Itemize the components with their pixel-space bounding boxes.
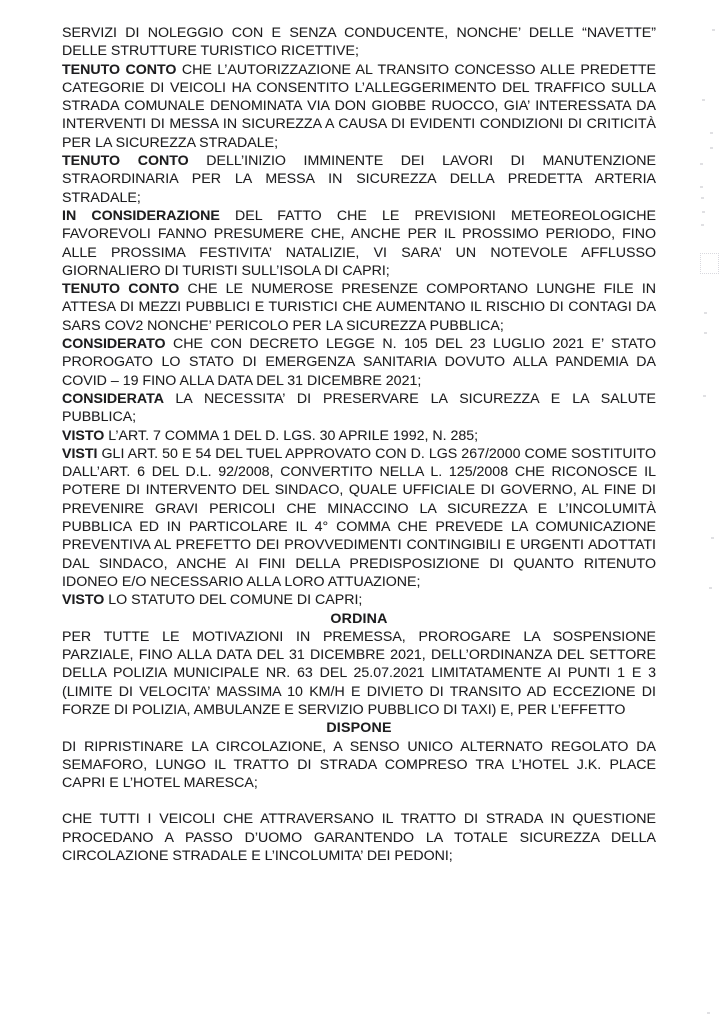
recital-text: CHE L’AUTORIZZAZIONE AL TRANSITO CONCESSO ALLE PREDETTE CATEGORIE DI VEICOLI HA CONSENTITO L’ALLEGGERIMENTO DEL TRAFFICO SULLA STRADA COMUNALE DENOMINATA VIA DON GIOBBE RUOCCO, GIA’ INTERESSATA DA INTERVENTI DI MESSA IN SICUREZZA A CAUSA DI EVIDENTI CONDIZIONI DI CRITICITÀ PER LA SICUREZZA STRADALE;	[62, 61, 656, 151]
recital-text: LA NECESSITA’ DI PRESERVARE LA SICUREZZA E LA SALUTE PUBBLICA;	[62, 390, 656, 426]
recital-paragraph	[62, 335, 656, 390]
scan-artifact	[704, 312, 707, 314]
recital-paragraph	[62, 24, 656, 61]
scan-artifact	[703, 395, 706, 397]
scan-artifact	[701, 197, 704, 199]
recital-paragraph	[62, 207, 656, 280]
operative-paragraph	[62, 628, 656, 719]
recital-lead: TENUTO CONTO	[62, 61, 182, 78]
scan-artifact	[710, 147, 713, 149]
recital-paragraph	[62, 427, 656, 445]
operative-paragraph	[62, 810, 656, 865]
scan-artifact	[709, 587, 712, 589]
scan-artifact	[700, 186, 703, 188]
recital-lead: IN CONSIDERAZIONE	[62, 207, 236, 224]
recital-paragraph	[62, 280, 656, 335]
recital-text: DEL FATTO CHE LE PREVISIONI METEOREOLOGICHE FAVOREVOLI FANNO PRESUMERE CHE, ANCHE PER IL PROSSIMO PERIODO, FINO ALLE PROSSIMA FESTIVITA’ NATALIZIE, VI SARA’ UN NOTEVOLE AFFLUSSO GIORNALIERO DI TURISTI SULL’ISOLA DI CAPRI;	[62, 207, 656, 279]
recital-paragraph	[62, 591, 656, 609]
scan-artifact	[702, 99, 705, 101]
recital-lead: TENUTO CONTO	[62, 153, 207, 170]
document-page	[62, 24, 656, 865]
recital-lead: VISTO	[62, 427, 109, 444]
recital-text: GLI ART. 50 E 54 DEL TUEL APPROVATO CON D. LGS 267/2000 COME SOSTITUITO DALL’ART. 6 DEL D.L. 92/2008, CONVERTITO NELLA L. 125/2008 CHE RICONOSCE IL POTERE DI INTERVENTO DEL SINDACO, QUALE UFFICIALE DI GOVERNO, AL FINE DI PREVENIRE GRAVI PERICOLI CHE MINACCINO LA SICUREZZA E L’INCOLUMITÀ PUBBLICA ED IN PARTICOLARE IL 4° COMMA CHE PREVEDE LA COMUNICAZIONE PREVENTIVA AL PREFETTO DEI PROVVEDIMENTI CONTINGIBILI E URGENTI ADOTTATI DAL SINDACO, ANCHE AI FINI DELLA PREDISPOSIZIONE DI QUANTO RITENUTO IDONEO E/O NECESSARIO ALLA LORO ATTUAZIONE;	[62, 445, 656, 590]
recital-lead: VISTO	[62, 592, 109, 609]
recital-text: DELL’INIZIO IMMINENTE DEI LAVORI DI MANUTENZIONE STRAORDINARIA PER LA MESSA IN SICUREZZA DELLA PREDETTA ARTERIA STRADALE;	[62, 153, 656, 206]
operative-text: PER TUTTE LE MOTIVAZIONI IN PREMESSA, PROROGARE LA SOSPENSIONE PARZIALE, FINO ALLA DATA DEL 31 DICEMBRE 2021, DELL’ORDINANZA DEL SETTORE DELLA POLIZIA MUNICIPALE NR. 63 DEL 25.07.2021 LIMITATAMENTE AI PUNTI 1 E 3 (LIMITE DI VELOCITA’ MASSIMA 10 KM/H E DIVIETO DI TRANSITO AD ECCEZIONE DI FORZE DI POLIZIA, AMBULANZE E SERVIZIO PUBBLICO DI TAXI) E, PER L’EFFETTO	[62, 628, 656, 718]
scan-artifact	[702, 211, 705, 213]
recital-lead: TENUTO CONTO	[62, 281, 188, 298]
scan-artifact	[711, 537, 714, 539]
recital-text: CHE CON DECRETO LEGGE N. 105 DEL 23 LUGLIO 2021 E’ STATO PROROGATO LO STATO DI EMERGENZA SANITARIA DOVUTO ALLA PANDEMIA DA COVID – 19 FINO ALLA DATA DEL 31 DICEMBRE 2021;	[62, 336, 656, 389]
scan-artifact	[707, 1012, 710, 1014]
operative-paragraph	[62, 738, 656, 793]
ordina-heading: ORDINA	[330, 610, 388, 627]
recital-lead: VISTI	[62, 445, 102, 462]
recital-paragraph	[62, 152, 656, 207]
recital-text: LO STATUTO DEL COMUNE DI CAPRI;	[108, 592, 363, 609]
scan-artifact	[704, 332, 707, 334]
operative-text: DI RIPRISTINARE LA CIRCOLAZIONE, A SENSO UNICO ALTERNATO REGOLATO DA SEMAFORO, LUNGO IL TRATTO DI STRADA COMPRESO TRA L’HOTEL J.K. PLACE CAPRI E L’HOTEL MARESCA;	[62, 738, 656, 792]
scan-artifact	[701, 224, 704, 226]
scan-artifact-box	[700, 253, 719, 274]
dispone-heading: DISPONE	[326, 720, 392, 737]
scan-artifact	[700, 163, 703, 165]
recital-lead: CONSIDERATA	[62, 390, 176, 407]
recital-text: L’ART. 7 COMMA 1 DEL D. LGS. 30 APRILE 1992, N. 285;	[108, 427, 479, 444]
operative-text: CHE TUTTI I VEICOLI CHE ATTRAVERSANO IL TRATTO DI STRADA IN QUESTIONE PROCEDANO A PASSO D’UOMO GARANTENDO LA TOTALE SICUREZZA DELLA CIRCOLAZIONE STRADALE E L’INCOLUMITA’ DEI PEDONI;	[62, 811, 656, 865]
scan-artifact	[712, 29, 715, 31]
scan-artifact	[710, 132, 713, 134]
recital-paragraph	[62, 390, 656, 427]
recital-text: CHE LE NUMEROSE PRESENZE COMPORTANO LUNGHE FILE IN ATTESA DI MEZZI PUBBLICI E TURISTICI CHE AUMENTANO IL RISCHIO DI CONTAGI DA SARS COV2 NONCHE’ PERICOLO PER LA SICUREZZA PUBBLICA;	[62, 281, 657, 334]
recital-lead: CONSIDERATO	[62, 336, 173, 353]
recital-text: SERVIZI DI NOLEGGIO CON E SENZA CONDUCENTE, NONCHE’ DELLE “NAVETTE” DELLE STRUTTURE TURISTICO RICETTIVE;	[62, 25, 656, 60]
recital-paragraph	[62, 61, 656, 152]
recital-paragraph	[62, 445, 656, 591]
